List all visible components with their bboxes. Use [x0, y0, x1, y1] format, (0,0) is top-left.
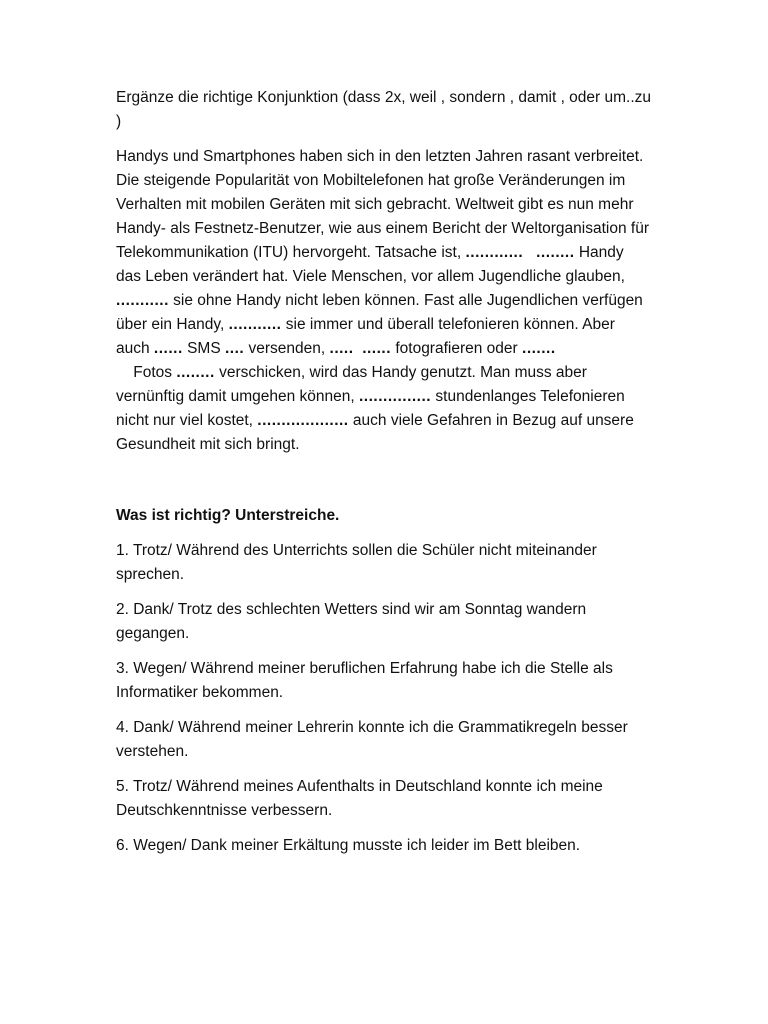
blank: ...... [153, 340, 183, 357]
question-item: 4. Dank/ Während meiner Lehrerin konnte ich die Grammatikregeln besser verstehen. [116, 719, 628, 760]
document-page [116, 86, 652, 869]
question-item: 2. Dank/ Trotz des schlechten Wetters sind wir am Sonntag wandern gegangen. [116, 601, 587, 642]
blank: ........ [176, 364, 215, 381]
blank: ...... [362, 340, 392, 357]
exercise2-heading: Was ist richtig? Unterstreiche. [116, 507, 340, 524]
blank: ................... [257, 412, 349, 429]
blank: ..... [329, 340, 354, 357]
exercise1-instruction: Ergänze die richtige Konjunktion (dass 2x, weil , sondern , damit , oder um..zu ) [116, 89, 652, 130]
text-part: SMS [182, 340, 225, 357]
text-part: stundenlanges Telefonieren nicht nur viel kostet, [116, 388, 625, 429]
question-item: 1. Trotz/ Während des Unterrichts sollen die Schüler nicht miteinander sprechen. [116, 542, 597, 583]
blank: ........... [228, 316, 282, 333]
text-part: fotografieren oder [391, 340, 523, 357]
text-part: Handys und Smartphones haben sich in den letzten Jahren rasant verbreitet. Die steigende Popularität von Mobiltelefonen hat große Veränderungen im Verhalten mit mobilen Geräten mit sich gebracht. Weltweit gibt es nun mehr Handy- als Festnetz-Benutzer, wie aus einem Bericht der Weltorganisation für Telekommunikation (ITU) hervorgeht. Tatsache ist, [116, 148, 649, 261]
question-item: 5. Trotz/ Während meines Aufenthalts in Deutschland konnte ich meine Deutschkenntnisse verbessern. [116, 778, 603, 819]
exercise1-text [116, 145, 652, 457]
blank: ........ [536, 244, 575, 261]
text-part: Fotos [116, 364, 177, 381]
text-part: versenden, [244, 340, 330, 357]
section-spacer [116, 468, 652, 504]
text-part: Handy das Leben verändert hat. Viele Menschen, vor allem Jugendliche glauben, [116, 244, 625, 285]
blank: ............... [359, 388, 432, 405]
blank: ............ [465, 244, 524, 261]
text-part: verschicken, wird das Handy genutzt. Man muss aber vernünftig damit umgehen können, [116, 364, 587, 405]
text-part [354, 340, 363, 357]
question-item: 6. Wegen/ Dank meiner Erkältung musste ich leider im Bett bleiben. [116, 837, 581, 854]
text-part: sie immer und überall telefonieren können. Aber auch [116, 316, 615, 357]
text-part [523, 244, 536, 261]
blank: ....... [522, 340, 556, 357]
blank: .... [224, 340, 245, 357]
question-item: 3. Wegen/ Während meiner beruflichen Erfahrung habe ich die Stelle als Informatiker bekommen. [116, 660, 613, 701]
blank: ........... [116, 292, 169, 309]
text-part: sie ohne Handy nicht leben können. Fast alle Jugendlichen verfügen über ein Handy, [116, 292, 643, 333]
text-part: auch viele Gefahren in Bezug auf unsere Gesundheit mit sich bringt. [116, 412, 634, 453]
